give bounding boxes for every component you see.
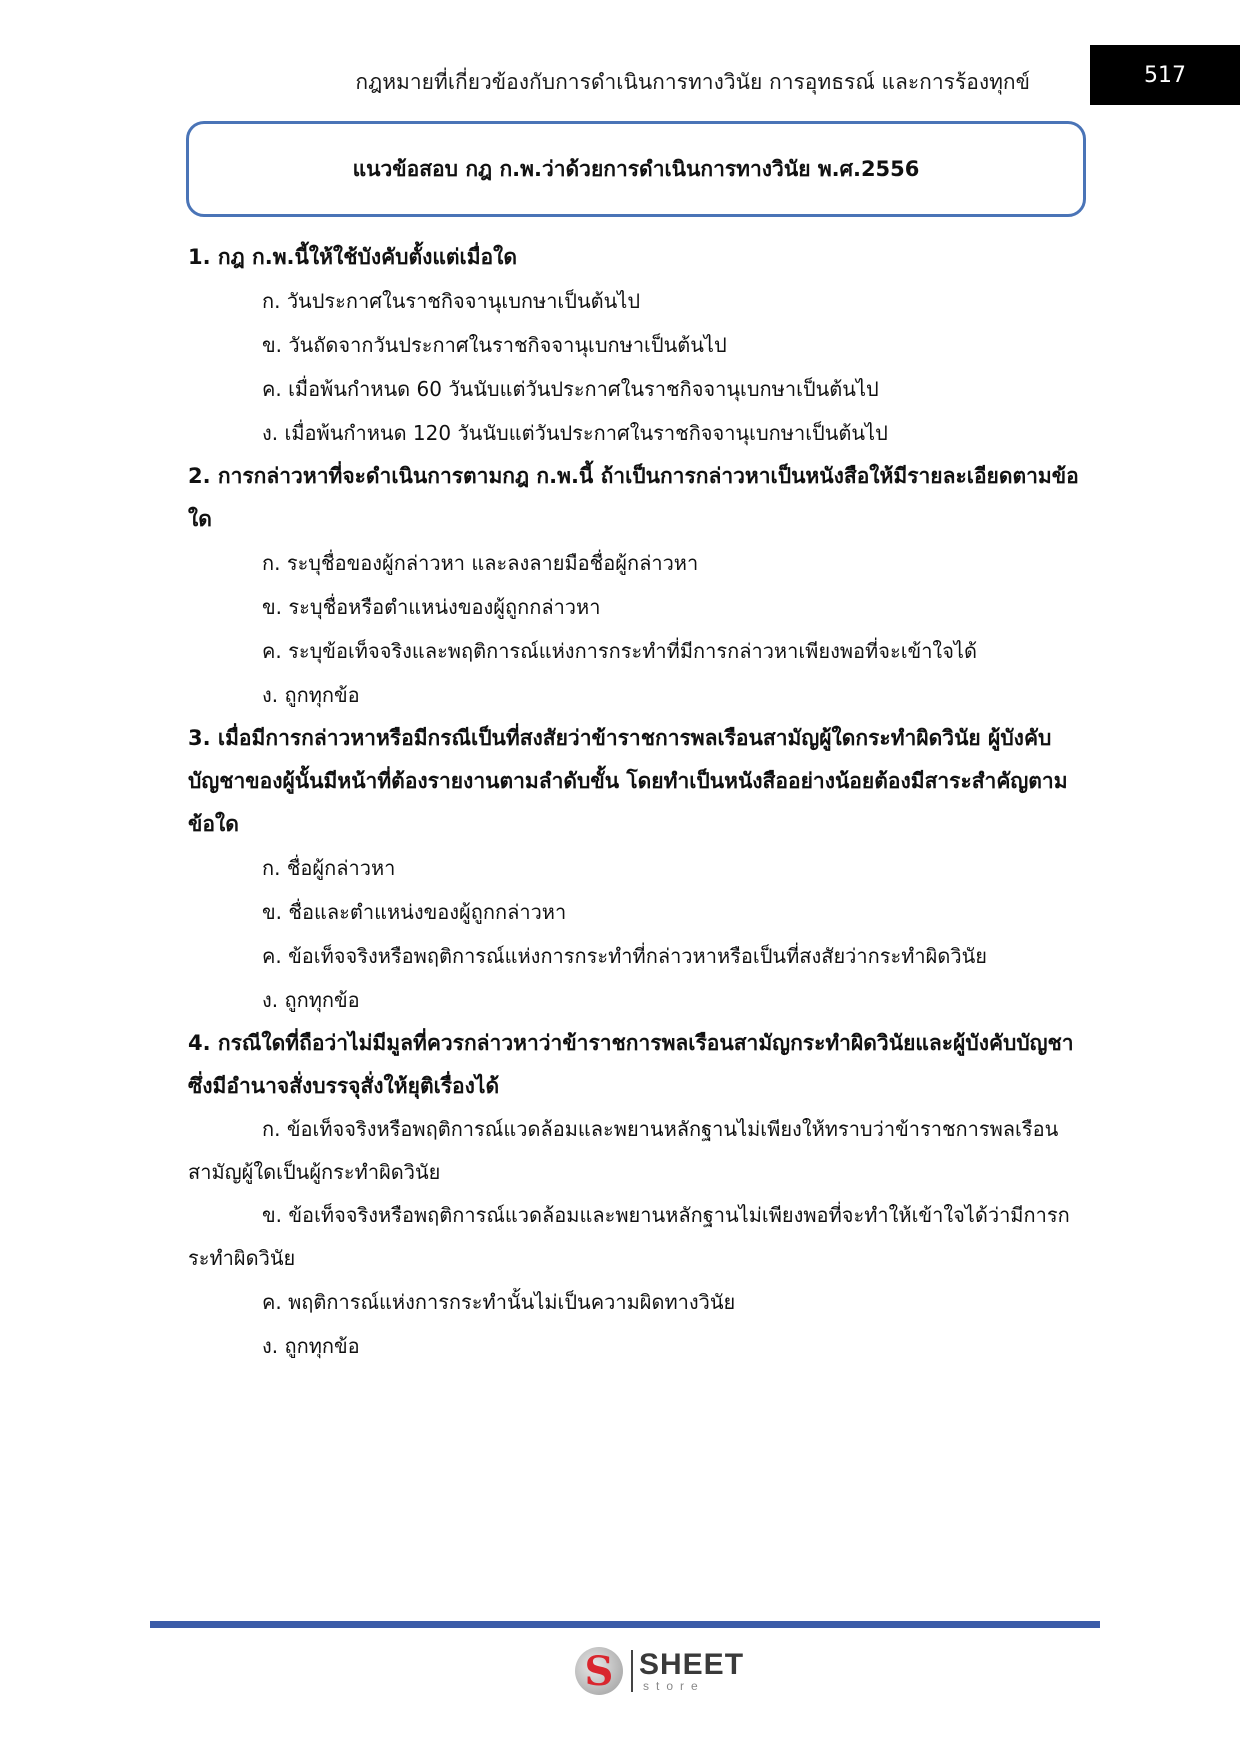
option-c: ค. เมื่อพ้นกำหนด 60 วันนับแต่วันประกาศในราชกิจจานุเบกษาเป็นต้นไป <box>262 377 879 401</box>
option-b: ข. ข้อเท็จจริงหรือพฤติการณ์แวดล้อมและพยานหลักฐานไม่เพียงพอที่จะทำให้เข้าใจได้ว่ามีการกระทำผิดวินัย <box>188 1203 1070 1270</box>
option-d: ง. ถูกทุกข้อ <box>262 988 360 1012</box>
option-b: ข. ระบุชื่อหรือตำแหน่งของผู้ถูกกล่าวหา <box>262 595 601 619</box>
logo-subtitle: store <box>643 1679 705 1693</box>
page-number: 517 <box>1090 45 1240 105</box>
footer-divider <box>150 1621 1100 1628</box>
question-4 <box>188 1022 1088 1368</box>
logo-text <box>639 1650 744 1692</box>
option-c: ค. ระบุข้อเท็จจริงและพฤติการณ์แห่งการกระทำที่มีการกล่าวหาเพียงพอที่จะเข้าใจได้ <box>262 639 977 663</box>
option-a: ก. วันประกาศในราชกิจจานุเบกษาเป็นต้นไป <box>262 289 641 313</box>
option-b: ข. ชื่อและตำแหน่งของผู้ถูกกล่าวหา <box>262 900 567 924</box>
section-title-box <box>186 121 1086 217</box>
question-list <box>188 236 1088 1368</box>
sheet-store-s-logo-icon: S <box>575 1647 623 1695</box>
logo-word: SHEET <box>639 1648 745 1681</box>
option-c: ค. ข้อเท็จจริงหรือพฤติการณ์แห่งการกระทำที่กล่าวหาหรือเป็นที่สงสัยว่ากระทำผิดวินัย <box>262 944 987 968</box>
question-text: 3. เมื่อมีการกล่าวหาหรือมีกรณีเป็นที่สงสัยว่าข้าราชการพลเรือนสามัญผู้ใดกระทำผิดวินัย ผู้บังคับบัญชาของผู้นั้นมีหน้าที่ต้องรายงานตามลำดับขั้น โดยทำเป็นหนังสืออย่างน้อยต้องมีสาระสำคัญตามข้อใด <box>188 726 1068 836</box>
running-header-title: กฎหมายที่เกี่ยวข้องกับการดำเนินการทางวินัย การอุทธรณ์ และการร้องทุกข์ <box>355 70 1030 94</box>
question-3 <box>188 717 1088 1022</box>
option-d: ง. ถูกทุกข้อ <box>262 683 360 707</box>
question-1 <box>188 236 1088 455</box>
option-a: ก. ชื่อผู้กล่าวหา <box>262 856 396 880</box>
option-b: ข. วันถัดจากวันประกาศในราชกิจจานุเบกษาเป็นต้นไป <box>262 333 727 357</box>
option-d: ง. เมื่อพ้นกำหนด 120 วันนับแต่วันประกาศในราชกิจจานุเบกษาเป็นต้นไป <box>262 421 888 445</box>
logo-separator <box>631 1650 633 1692</box>
option-d: ง. ถูกทุกข้อ <box>262 1334 360 1358</box>
option-c: ค. พฤติการณ์แห่งการกระทำนั้นไม่เป็นความผิดทางวินัย <box>262 1290 736 1314</box>
question-text: 4. กรณีใดที่ถือว่าไม่มีมูลที่ควรกล่าวหาว่าข้าราชการพลเรือนสามัญกระทำผิดวินัยและผู้บังคับบัญชาซึ่งมีอำนาจสั่งบรรจุสั่งให้ยุติเรื่องได้ <box>188 1031 1074 1098</box>
section-title: แนวข้อสอบ กฎ ก.พ.ว่าด้วยการดำเนินการทางวินัย พ.ศ.2556 <box>352 156 920 181</box>
option-a: ก. ข้อเท็จจริงหรือพฤติการณ์แวดล้อมและพยานหลักฐานไม่เพียงให้ทราบว่าข้าราชการพลเรือนสามัญผู้ใดเป็นผู้กระทำผิดวินัย <box>188 1117 1059 1184</box>
option-a: ก. ระบุชื่อของผู้กล่าวหา และลงลายมือชื่อผู้กล่าวหา <box>262 551 699 575</box>
question-2 <box>188 455 1088 717</box>
question-text: 1. กฎ ก.พ.นี้ให้ใช้บังคับตั้งแต่เมื่อใด <box>188 245 518 269</box>
sheet-store-logo <box>575 1645 744 1697</box>
question-text: 2. การกล่าวหาที่จะดำเนินการตามกฎ ก.พ.นี้ ถ้าเป็นการกล่าวหาเป็นหนังสือให้มีรายละเอียดตามข้อใด <box>188 464 1079 531</box>
